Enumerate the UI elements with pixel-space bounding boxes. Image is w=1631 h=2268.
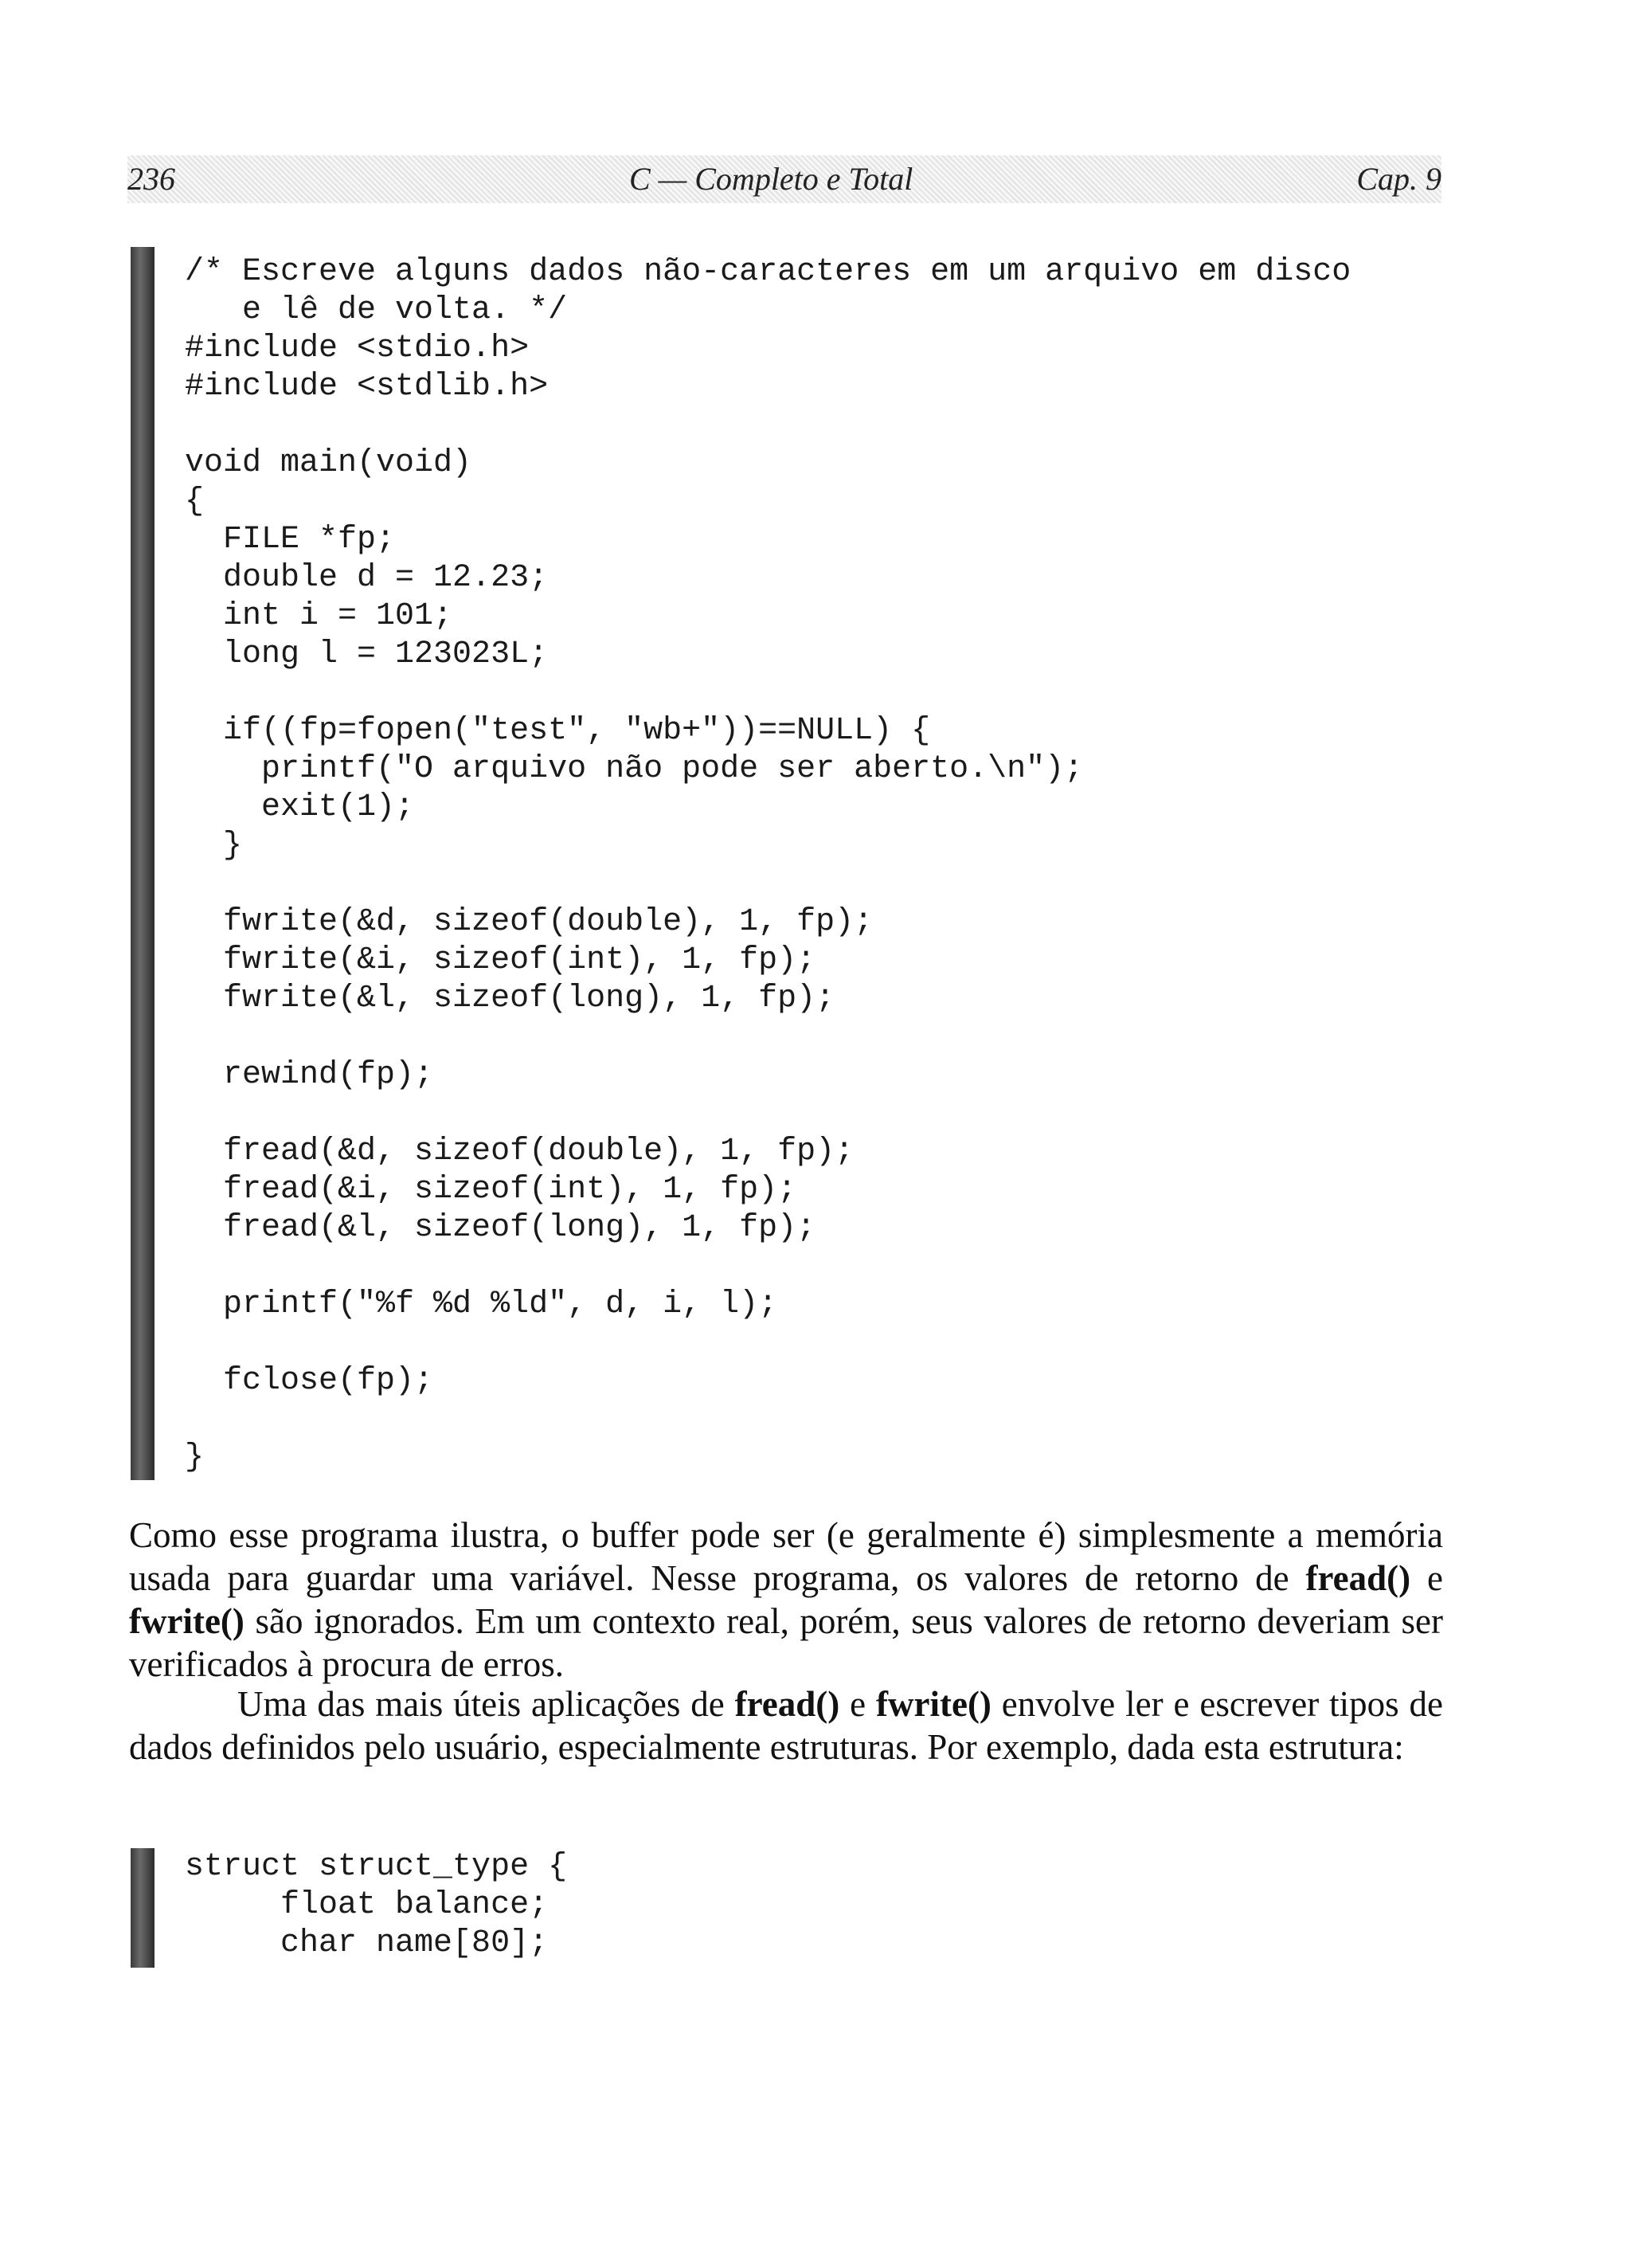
function-name: fwrite() bbox=[129, 1601, 244, 1641]
code-line: double d = 12.23; bbox=[185, 560, 549, 596]
code-line: printf("%f %d %ld", d, i, l); bbox=[185, 1287, 778, 1322]
body-paragraph bbox=[129, 1682, 1443, 1769]
code-line: fwrite(&l, sizeof(long), 1, fp); bbox=[185, 981, 835, 1016]
chapter-label: Cap. 9 bbox=[1356, 161, 1441, 197]
paragraph-text: Como esse programa ilustra, o buffer pode ser (e geralmente é) simplesmente a memória usada para guardar uma variável. Nesse programa, os valores de retorno de bbox=[129, 1515, 1443, 1598]
code-margin-bar bbox=[131, 247, 154, 1480]
paragraph-text: Uma das mais úteis aplicações de bbox=[237, 1684, 735, 1724]
code-line: fread(&l, sizeof(long), 1, fp); bbox=[185, 1210, 816, 1246]
code-line: void main(void) bbox=[185, 445, 472, 481]
code-line: struct struct_type { bbox=[185, 1849, 568, 1885]
paragraph-text: e bbox=[839, 1684, 877, 1724]
function-name: fread() bbox=[734, 1684, 840, 1724]
code-line: printf("O arquivo não pode ser aberto.\n"); bbox=[185, 751, 1084, 787]
code-line: } bbox=[185, 1440, 205, 1475]
code-line: fread(&i, sizeof(int), 1, fp); bbox=[185, 1172, 797, 1208]
code-line: fwrite(&i, sizeof(int), 1, fp); bbox=[185, 942, 816, 978]
code-block-file-io bbox=[185, 253, 1351, 1477]
code-line: FILE *fp; bbox=[185, 522, 396, 558]
code-line: #include <stdlib.h> bbox=[185, 369, 549, 405]
code-line: } bbox=[185, 828, 243, 864]
code-line: fclose(fp); bbox=[185, 1363, 434, 1399]
code-margin-bar bbox=[131, 1848, 154, 1968]
page-number: 236 bbox=[127, 161, 175, 197]
code-block-struct bbox=[185, 1848, 567, 1963]
code-line: fwrite(&d, sizeof(double), 1, fp); bbox=[185, 904, 874, 940]
code-line: { bbox=[185, 484, 205, 519]
code-line: #include <stdio.h> bbox=[185, 331, 530, 366]
code-line: int i = 101; bbox=[185, 598, 453, 634]
code-line: e lê de volta. */ bbox=[185, 292, 568, 328]
paragraph-text: e bbox=[1410, 1558, 1443, 1598]
code-line: exit(1); bbox=[185, 789, 415, 825]
function-name: fread() bbox=[1305, 1558, 1411, 1598]
code-line: if((fp=fopen("test", "wb+"))==NULL) { bbox=[185, 713, 931, 749]
paragraph-text: envolve ler e escrever tipos de dados definidos pelo usuário, especialmente estruturas. Por exemplo, dada esta estrutura: bbox=[129, 1684, 1444, 1767]
code-line: /* Escreve alguns dados não-caracteres em um arquivo em disco bbox=[185, 254, 1351, 290]
code-line: long l = 123023L; bbox=[185, 637, 549, 672]
running-header bbox=[127, 155, 1441, 203]
paragraph-text: são ignorados. Em um contexto real, porém, seus valores de retorno deveriam ser verificados à procura de erros. bbox=[129, 1601, 1443, 1684]
body-paragraph bbox=[129, 1514, 1443, 1686]
function-name: fwrite() bbox=[876, 1684, 992, 1724]
code-line: rewind(fp); bbox=[185, 1057, 434, 1093]
code-line: char name[80]; bbox=[185, 1925, 549, 1961]
code-line: fread(&d, sizeof(double), 1, fp); bbox=[185, 1134, 855, 1169]
running-title: C — Completo e Total bbox=[629, 161, 913, 197]
code-line: float balance; bbox=[185, 1887, 549, 1923]
